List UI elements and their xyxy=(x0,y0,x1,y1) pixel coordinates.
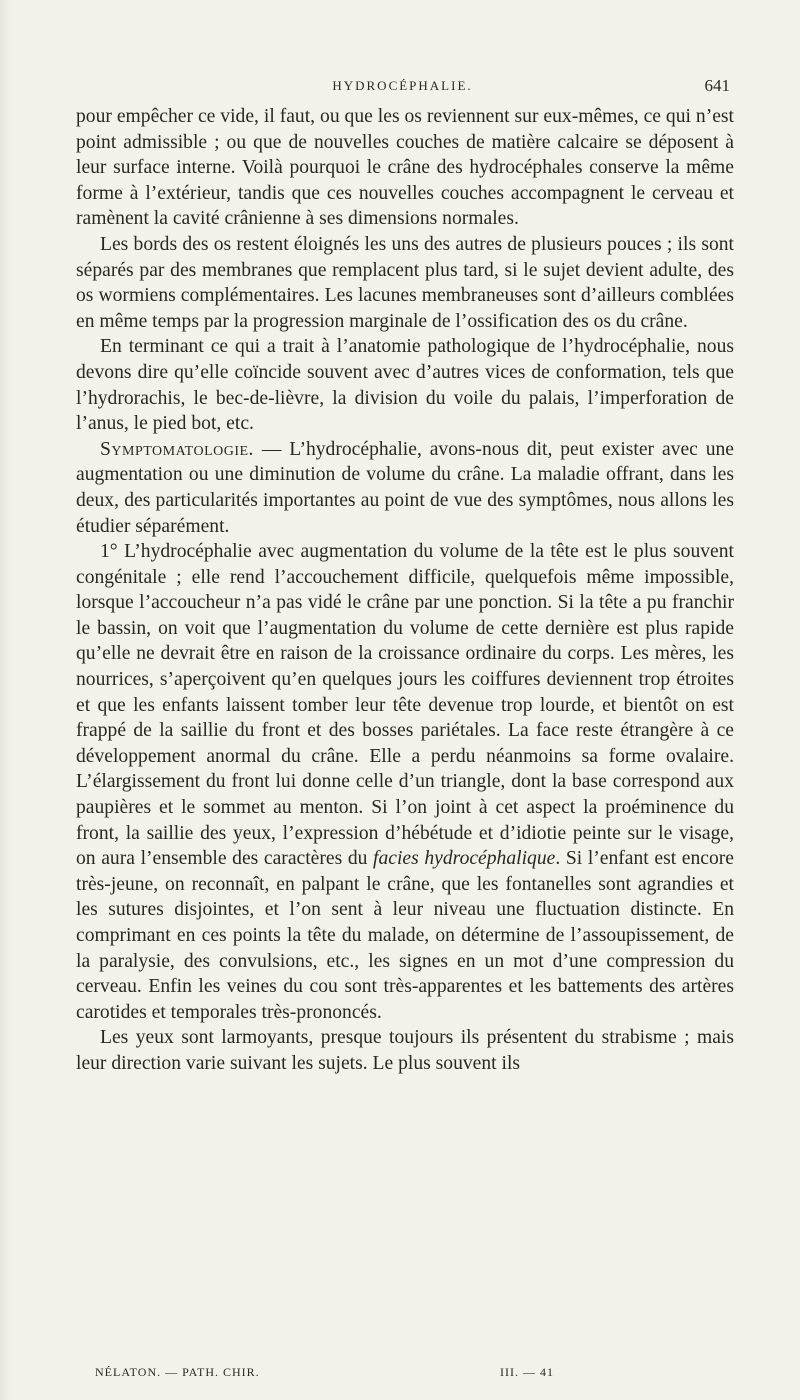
paragraph-text: — L’hydrocéphalie, avons-nous dit, peut exister avec une augmentation ou une diminution de volume du crâne. La maladie offrant, dans les deux, des particularités importantes au point de vue des symptômes, nous allons les étudier séparément. xyxy=(76,438,734,537)
page-number: 641 xyxy=(704,76,730,95)
running-title: HYDROCÉPHALIE. xyxy=(332,78,473,93)
body-text xyxy=(76,104,734,1077)
page-edge-shadow xyxy=(0,0,10,1400)
section-heading: Symptomatologie. xyxy=(100,438,254,460)
paragraph-text: 1° L’hydrocéphalie avec augmentation du volume de la tête est le plus souvent congénitale ; elle rend l’accouchement difficile, quelquefois même impossible, lorsque l’accoucheur n’a pas vidé le crâne par une ponction. Si la tête a pu franchir le bassin, on voit que l’augmentation du volume de cette dernière est plus rapide qu’elle ne devrait être en raison de la croissance ordinaire du corps. Les mères, les nourrices, s’aperçoivent qu’en quelques jours les coiffures deviennent trop étroites et que les enfants laissent tomber leur tête devenue trop lourde, et bientôt on est frappé de la saillie du front et des bosses pariétales. La face reste étrangère à ce développement anormal du crâne. Elle a perdu néanmoins sa forme ovalaire. L’élargissement du front lui donne celle d’un triangle, dont la base correspond aux paupières et le sommet au menton. Si l’on joint à cet aspect la proéminence du front, la saillie des yeux, l’expression d’hébétude et d’idiotie peinte sur le visage, on aura l’ensemble des caractères du xyxy=(76,541,734,870)
paragraph: Les bords des os restent éloignés les uns des autres de plusieurs pouces ; ils sont séparés par des membranes que remplacent plus tard, si le sujet devient adulte, des os wormiens complémentaires. Les lacunes membraneuses sont d’ailleurs comblées en même temps par la progression marginale de l’ossification des os du crâne. xyxy=(76,233,734,332)
footer-volume: III. — 41 xyxy=(500,1365,554,1379)
paragraph-text: . Si l’enfant est encore très-jeune, on reconnaît, en palpant le crâne, que les fontanelles sont agrandies et les sutures disjointes, et l’on sent à leur niveau une fluctuation distincte. En comprimant en ces points la tête du malade, on détermine de l’assoupissement, de la paralysie, des convulsions, etc., les signes en un mot d’une compression du cerveau. Enfin les veines du cou sont très-apparentes et les battements des artères carotides et temporales très-prononcés. xyxy=(76,848,734,1023)
italic-term: facies hydrocéphalique xyxy=(373,848,556,870)
paragraph: En terminant ce qui a trait à l’anatomie pathologique de l’hydrocéphalie, nous devons dire qu’elle coïncide souvent avec d’autres vices de conformation, tels que l’hydrorachis, le bec-de-lièvre, la division du voile du palais, l’imperforation de l’anus, le pied bot, etc. xyxy=(76,336,734,435)
page-footer xyxy=(95,1365,735,1383)
paragraph-hydrocephaly-increase xyxy=(76,539,734,1025)
paragraph-symptomatology xyxy=(76,437,734,539)
paragraph: pour empêcher ce vide, il faut, ou que les os reviennent sur eux-mêmes, ce qui n’est point admissible ; ou que de nouvelles couches de matière calcaire se déposent à leur surface interne. Voilà pourquoi le crâne des hydrocéphales conserve la même forme à l’extérieur, tandis que ces nouvelles couches accompagnent le cerveau et ramènent la cavité crânienne à ses dimensions normales. xyxy=(76,106,734,230)
footer-signature: NÉLATON. — PATH. CHIR. xyxy=(95,1365,260,1379)
page-header xyxy=(75,76,730,98)
paragraph: Les yeux sont larmoyants, presque toujours ils présentent du strabisme ; mais leur direction varie suivant les sujets. Le plus souvent ils xyxy=(76,1027,734,1074)
